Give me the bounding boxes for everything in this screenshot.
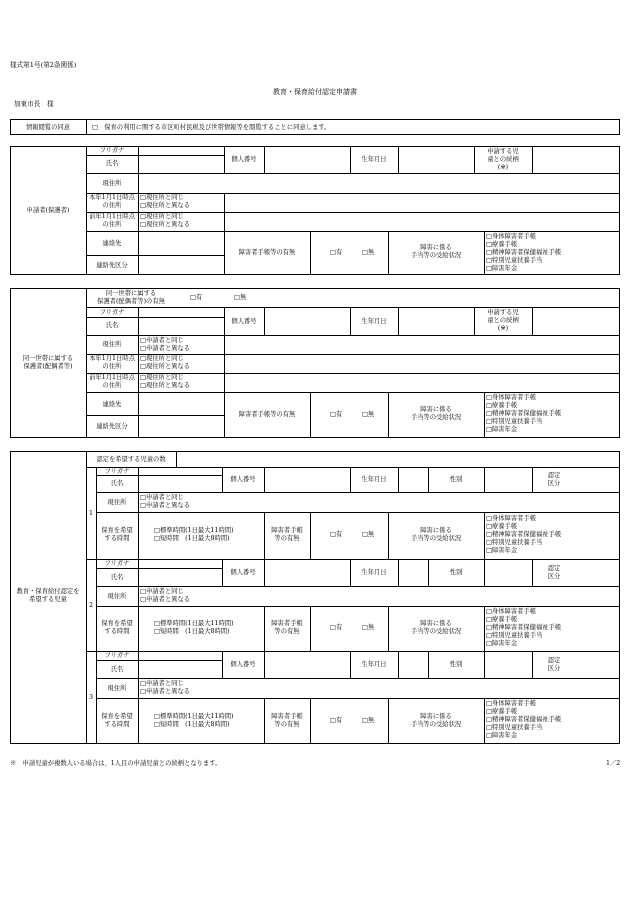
benefit-option[interactable]: □療養手帳 <box>486 402 518 409</box>
child-number: 2 <box>88 602 93 609</box>
relation-label-1: 申請する児 <box>487 309 519 316</box>
cert-class-label-1: 認定 <box>547 657 561 664</box>
benefit-option[interactable]: □身体障害者手帳 <box>486 515 537 522</box>
benefit-option[interactable]: □療養手帳 <box>486 523 518 530</box>
benefit-option[interactable]: □身体障害者手帳 <box>486 608 537 615</box>
handbook-yes[interactable]: □有 <box>330 249 343 256</box>
contact-type-label: 連絡先区分 <box>96 262 128 269</box>
desired-time-label-2: する時間 <box>104 721 130 728</box>
cert-class-label-2: 区分 <box>547 480 561 487</box>
benefit-label-1: 障害に係る <box>420 527 452 534</box>
my-number-label: 個人番号 <box>230 476 256 483</box>
relation-label-2: 童との続柄 <box>487 317 519 324</box>
jan1-prev-same[interactable]: □現住所と同じ <box>140 213 184 220</box>
applicant-section-title: 申請者(保護者) <box>26 207 70 214</box>
handbook-no[interactable]: □無 <box>362 249 375 256</box>
desired-time-label-1: 保育を希望 <box>101 620 133 627</box>
contact-type-label: 連絡先区分 <box>96 423 128 430</box>
child-number: 1 <box>88 510 93 517</box>
benefit-option[interactable]: □障害年金 <box>486 732 518 739</box>
furigana-label: フリガナ <box>99 147 125 154</box>
child-handbook-label-1: 障害者手帳 <box>271 713 303 720</box>
children-section-title-2: 希望する児童 <box>29 596 67 603</box>
furigana-label: フリガナ <box>104 468 130 475</box>
benefit-label-1: 障害に係る <box>420 620 452 627</box>
relation-label-3: (※) <box>497 164 509 171</box>
child-handbook-label-1: 障害者手帳 <box>271 620 303 627</box>
benefit-option[interactable]: □身体障害者手帳 <box>486 700 537 707</box>
short-time-option[interactable]: □短時間 (1日最大8時間) <box>154 535 230 542</box>
benefit-option[interactable]: □精神障害者保健福祉手帳 <box>486 531 562 538</box>
my-number-label: 個人番号 <box>230 661 256 668</box>
handbook-no[interactable]: □無 <box>362 411 375 418</box>
address-label: 現住所 <box>102 341 122 348</box>
child-address-same[interactable]: □申請者と同じ <box>140 494 184 501</box>
jan1-this-label-1: 本年1月1日時点 <box>89 194 135 201</box>
my-number-label: 個人番号 <box>230 569 256 576</box>
benefit-option[interactable]: □障害年金 <box>486 640 518 647</box>
child-handbook-label-1: 障害者手帳 <box>271 527 303 534</box>
children-section-title-1: 教育・保育給付認定を <box>16 588 80 595</box>
child-address-diff[interactable]: □申請者と異なる <box>140 596 191 603</box>
desired-time-label-2: する時間 <box>104 628 130 635</box>
handbook-label: 障害者手帳等の有無 <box>238 411 296 418</box>
jan1-prev-same[interactable]: □現住所と同じ <box>140 374 184 381</box>
address-label: 現住所 <box>102 180 122 187</box>
consent-checkbox-text[interactable]: □ 保育の利用に関する市区町村民税及び世帯情報等を閲覧することに同意します。 <box>92 124 331 131</box>
child-handbook-label-2: 等の有無 <box>274 628 300 635</box>
benefit-label-1: 障害に係る <box>420 244 452 251</box>
spouse-section-title-2: 保護者(配偶者等) <box>23 363 73 370</box>
cert-class-label-1: 認定 <box>547 565 561 572</box>
name-label: 氏名 <box>110 666 124 673</box>
handbook-no[interactable]: □無 <box>362 717 375 724</box>
benefit-label-1: 障害に係る <box>420 713 452 720</box>
birthdate-label: 生年月日 <box>361 476 387 483</box>
jan1-prev-label-1: 前年1月1日時点 <box>89 213 135 220</box>
handbook-no[interactable]: □無 <box>362 624 375 631</box>
benefit-option[interactable]: □特別児童扶養手当 <box>486 632 543 639</box>
child-address-same[interactable]: □申請者と同じ <box>140 680 184 687</box>
relation-label-1: 申請する児 <box>487 148 519 155</box>
handbook-yes[interactable]: □有 <box>330 717 343 724</box>
handbook-yes[interactable]: □有 <box>330 531 343 538</box>
child-address-diff[interactable]: □申請者と異なる <box>140 502 191 509</box>
benefit-label-2: 手当等の受給状況 <box>410 252 462 259</box>
relation-label-3: (※) <box>497 325 509 332</box>
benefit-label-2: 手当等の受給状況 <box>410 628 462 635</box>
gender-label: 性別 <box>449 661 463 668</box>
birthdate-label: 生年月日 <box>361 661 387 668</box>
handbook-label: 障害者手帳等の有無 <box>238 249 296 256</box>
benefit-option[interactable]: □身体障害者手帳 <box>486 233 537 240</box>
jan1-this-same[interactable]: □現住所と同じ <box>140 355 184 362</box>
benefit-option[interactable]: □療養手帳 <box>486 616 518 623</box>
desired-time-label-2: する時間 <box>104 535 130 542</box>
birthdate-label: 生年月日 <box>361 156 387 163</box>
spouse-presence-yes[interactable]: □有 <box>190 294 203 301</box>
name-label: 氏名 <box>105 322 119 329</box>
spouse-presence-no[interactable]: □無 <box>234 294 247 301</box>
jan1-this-label-1: 本年1月1日時点 <box>89 355 135 362</box>
benefit-option[interactable]: □精神障害者保健福祉手帳 <box>486 716 562 723</box>
benefit-option[interactable]: □特別児童扶養手当 <box>486 257 543 264</box>
short-time-option[interactable]: □短時間 (1日最大8時間) <box>154 628 230 635</box>
benefit-option[interactable]: □特別児童扶養手当 <box>486 539 543 546</box>
furigana-label: フリガナ <box>104 652 130 659</box>
name-label: 氏名 <box>110 574 124 581</box>
benefit-option[interactable]: □特別児童扶養手当 <box>486 724 543 731</box>
jan1-prev-diff[interactable]: □現住所と異なる <box>140 221 191 228</box>
addressee: 加東市長 様 <box>14 100 54 108</box>
spouse-address-diff[interactable]: □申請者と異なる <box>140 345 191 352</box>
benefit-option[interactable]: □精神障害者保健福祉手帳 <box>486 624 562 631</box>
benefit-label-2: 手当等の受給状況 <box>410 414 462 421</box>
furigana-label: フリガナ <box>104 560 130 567</box>
jan1-this-same[interactable]: □現住所と同じ <box>140 194 184 201</box>
birthdate-label: 生年月日 <box>361 318 387 325</box>
jan1-prev-label-1: 前年1月1日時点 <box>89 374 135 381</box>
address-label: 現住所 <box>107 685 127 692</box>
standard-time-option[interactable]: □標準時間(1日最大11時間) <box>154 713 234 720</box>
name-label: 氏名 <box>105 160 119 167</box>
child-handbook-label-2: 等の有無 <box>274 535 300 542</box>
furigana-label: フリガナ <box>99 309 125 316</box>
jan1-prev-diff[interactable]: □現住所と異なる <box>140 382 191 389</box>
my-number-label: 個人番号 <box>231 318 257 325</box>
child-address-same[interactable]: □申請者と同じ <box>140 588 184 595</box>
desired-time-label-1: 保育を希望 <box>101 713 133 720</box>
handbook-yes[interactable]: □有 <box>330 624 343 631</box>
relation-label-2: 童との続柄 <box>487 156 519 163</box>
handbook-no[interactable]: □無 <box>362 531 375 538</box>
spouse-presence-label-2: 保護者(配偶者等)の有無 <box>97 298 165 305</box>
child-handbook-label-2: 等の有無 <box>274 721 300 728</box>
consent-label: 情報閲覧の同意 <box>25 124 71 131</box>
my-number-label: 個人番号 <box>231 156 257 163</box>
page-number: 1／2 <box>606 760 621 767</box>
form-number: 様式第1号(第2条関係) <box>10 61 77 69</box>
cert-class-label-2: 区分 <box>547 573 561 580</box>
gender-label: 性別 <box>449 569 463 576</box>
standard-time-option[interactable]: □標準時間(1日最大11時間) <box>154 620 234 627</box>
page-title: 教育・保育給付認定申請書 <box>273 88 357 96</box>
benefit-option[interactable]: □精神障害者保健福祉手帳 <box>486 249 562 256</box>
benefit-label-2: 手当等の受給状況 <box>410 721 462 728</box>
handbook-yes[interactable]: □有 <box>330 411 343 418</box>
spouse-presence-label-1: 同一世帯に属する <box>105 290 157 297</box>
standard-time-option[interactable]: □標準時間(1日最大11時間) <box>154 527 234 534</box>
benefit-option[interactable]: □特別児童扶養手当 <box>486 418 543 425</box>
desired-time-label-1: 保育を希望 <box>101 527 133 534</box>
children-count-label: 認定を希望する児童の数 <box>96 456 166 463</box>
benefit-label-1: 障害に係る <box>420 406 452 413</box>
contact-label: 連絡先 <box>102 240 122 247</box>
jan1-prev-label-2: の住所 <box>102 221 122 228</box>
benefit-option[interactable]: □療養手帳 <box>486 708 518 715</box>
short-time-option[interactable]: □短時間 (1日最大8時間) <box>154 721 230 728</box>
benefit-option[interactable]: □精神障害者保健福祉手帳 <box>486 410 562 417</box>
jan1-this-label-2: の住所 <box>102 202 122 209</box>
jan1-this-diff[interactable]: □現住所と異なる <box>140 202 191 209</box>
address-label: 現住所 <box>107 499 127 506</box>
benefit-option[interactable]: □療養手帳 <box>486 241 518 248</box>
child-number: 3 <box>88 694 93 701</box>
contact-label: 連絡先 <box>102 401 122 408</box>
spouse-address-same[interactable]: □申請者と同じ <box>140 337 184 344</box>
cert-class-label-1: 認定 <box>547 472 561 479</box>
gender-label: 性別 <box>449 476 463 483</box>
benefit-option[interactable]: □障害年金 <box>486 426 518 433</box>
cert-class-label-2: 区分 <box>547 665 561 672</box>
benefit-label-2: 手当等の受給状況 <box>410 535 462 542</box>
child-address-diff[interactable]: □申請者と異なる <box>140 688 191 695</box>
address-label: 現住所 <box>107 593 127 600</box>
benefit-option[interactable]: □障害年金 <box>486 265 518 272</box>
benefit-option[interactable]: □障害年金 <box>486 547 518 554</box>
spouse-section-title-1: 同一世帯に属する <box>22 355 74 362</box>
name-label: 氏名 <box>110 480 124 487</box>
jan1-this-label-2: の住所 <box>102 363 122 370</box>
jan1-this-diff[interactable]: □現住所と異なる <box>140 363 191 370</box>
birthdate-label: 生年月日 <box>361 569 387 576</box>
footer-note: ※ 申請児童が複数人いる場合は、1人目の申請児童との続柄となります。 <box>10 760 222 767</box>
benefit-option[interactable]: □身体障害者手帳 <box>486 394 537 401</box>
jan1-prev-label-2: の住所 <box>102 382 122 389</box>
